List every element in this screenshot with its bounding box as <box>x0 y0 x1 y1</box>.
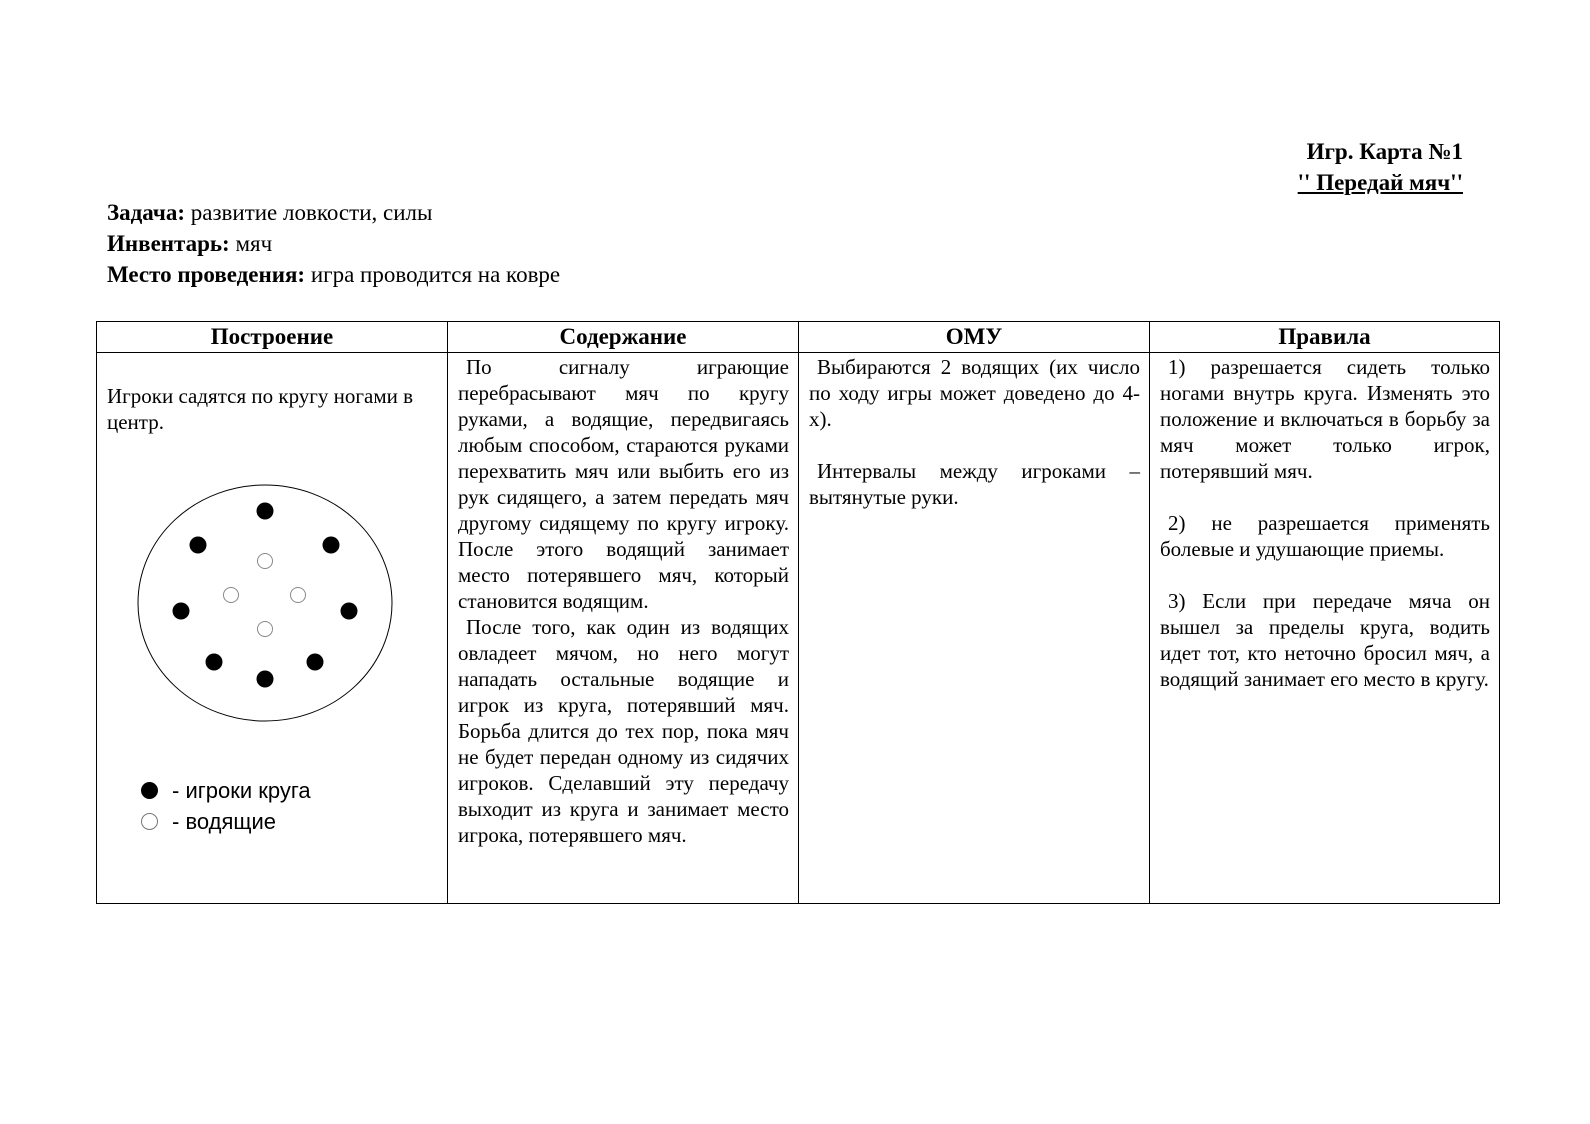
legend-drivers <box>141 806 311 837</box>
player-dot <box>257 671 274 688</box>
player-dot <box>206 654 223 671</box>
driver-dot <box>224 588 239 603</box>
header-omu: ОМУ <box>799 322 1150 353</box>
player-dot <box>307 654 324 671</box>
place-label: Место проведения: <box>107 262 306 287</box>
formation-cell <box>97 353 448 904</box>
legend-players <box>141 775 311 806</box>
content-cell <box>448 353 799 904</box>
place-value: игра проводится на ковре <box>305 262 561 287</box>
omu-paragraph: Выбираются 2 водящих (их число по ходу игры может доведено до 4-х). <box>809 355 1140 431</box>
driver-dot <box>291 588 306 603</box>
task-line <box>107 197 560 228</box>
legend-drivers-label: - водящие <box>172 809 277 834</box>
driver-dot <box>258 622 273 637</box>
game-card-table <box>96 321 1500 904</box>
header-rules: Правила <box>1150 322 1500 353</box>
rule-item: 2) не разрешается применять болевые и удушающие приемы. <box>1160 511 1490 561</box>
place-line <box>107 259 560 290</box>
player-dot <box>190 537 207 554</box>
table-header-row <box>97 322 1500 353</box>
player-dot <box>323 537 340 554</box>
rules-cell <box>1150 353 1500 904</box>
player-dot <box>341 603 358 620</box>
omu-cell <box>799 353 1150 904</box>
game-name: '' Передай мяч'' <box>1297 170 1463 195</box>
legend-players-label: - игроки круга <box>172 778 311 803</box>
player-dot <box>173 603 190 620</box>
title-block <box>1298 136 1463 198</box>
rule-item: 1) разрешается сидеть только ногами внутрь круга. Изменять это положение и включаться в борьбу за мяч может только игрок, потерявший мяч. <box>1160 355 1490 483</box>
rule-item: 3) Если при передаче мяча он вышел за пределы круга, водить идет тот, кто неточно бросил мяч, а водящий занимает его место в кругу. <box>1160 589 1490 691</box>
diagram-legend <box>141 775 311 837</box>
content-paragraph: После того, как один из водящих овладеет мячом, но него могут нападать остальные водящие и игрок из круга, потерявший мяч. Борьба длится до тех пор, пока мяч не будет передан одному из сидячих игроков. Сделавший эту передачу выходит из круга и занимает место игрока, потерявшего мяч. <box>458 615 789 847</box>
card-number: Игр. Карта №1 <box>1306 139 1463 164</box>
meta-block <box>107 197 560 290</box>
filled-dot-icon <box>141 782 158 799</box>
task-value: развитие ловкости, силы <box>184 200 433 225</box>
equipment-line <box>107 228 560 259</box>
content-paragraph: По сигналу играющие перебрасывают мяч по кругу руками, а водящие, передвигаясь любым способом, стараются руками перехватить мяч или выбить его из рук сидящего, а затем передать мяч другому сидящему по кругу игроку. После этого водящий занимает место потерявшего мяч, который становится водящим. <box>458 355 789 613</box>
table-body-row <box>97 353 1500 904</box>
header-formation: Построение <box>97 322 448 353</box>
equipment-value: мяч <box>229 231 273 256</box>
driver-dot <box>258 554 273 569</box>
circle-diagram <box>137 483 397 727</box>
hollow-dot-icon <box>141 813 158 830</box>
player-dot <box>257 503 274 520</box>
equipment-label: Инвентарь: <box>107 231 230 256</box>
omu-paragraph: Интервалы между игроками – вытянутые руки. <box>809 459 1140 509</box>
task-label: Задача: <box>107 200 185 225</box>
formation-text: Игроки садятся по кругу ногами в центр. <box>107 384 414 434</box>
header-content: Содержание <box>448 322 799 353</box>
